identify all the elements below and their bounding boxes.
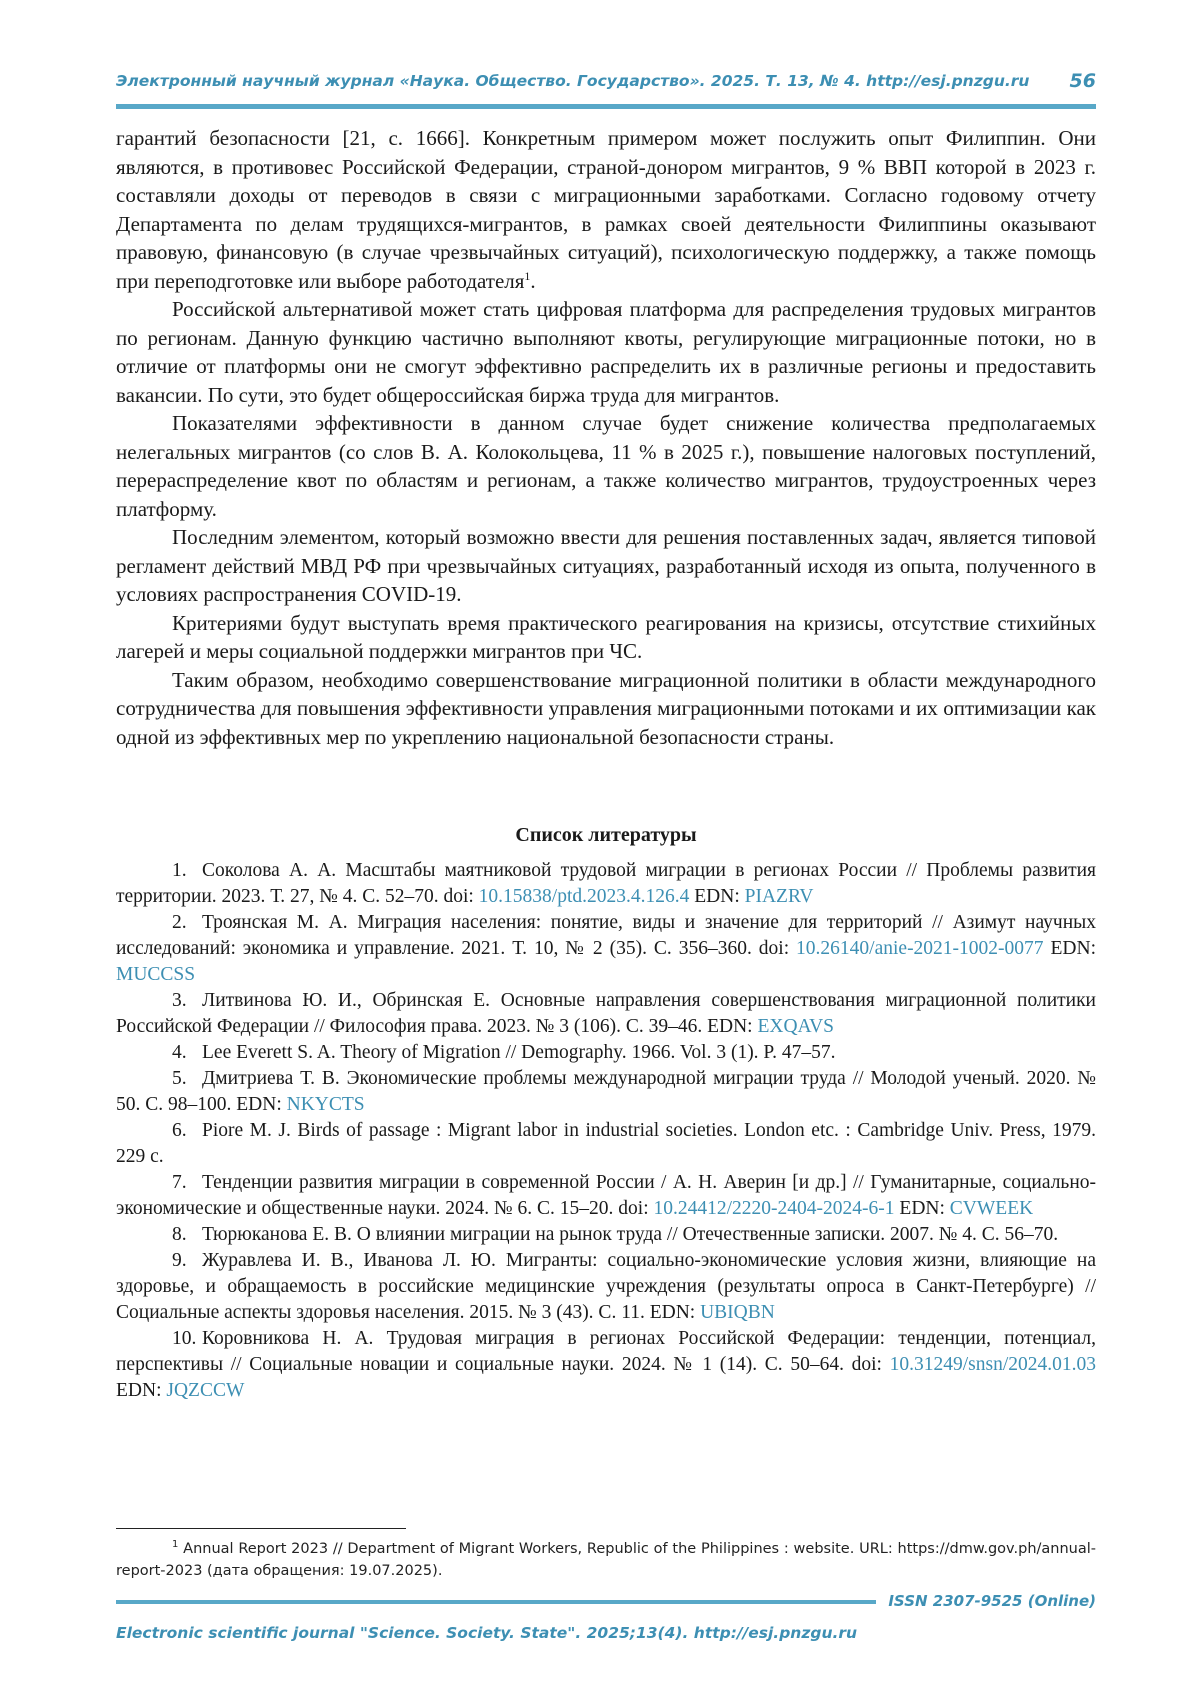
reference-text: Журавлева И. В., Иванова Л. Ю. Мигранты: социально-экономические условия жизни, влияющие на здоровье, и обращаемость в российские медицинские учреждения (результаты опроса в Санкт-Петербурге) // Социальные аспекты здоровья населения. 2015. № 3 (43). С. 11. EDN: xyxy=(116,1250,1096,1323)
reference-edn-link[interactable]: EXQAVS xyxy=(757,1016,835,1037)
page-number: 56 xyxy=(1069,70,1096,92)
reference-doi-link[interactable]: 10.24412/2220-2404-2024-6-1 xyxy=(653,1198,895,1219)
reference-text: Lee Everett S. A. Theory of Migration // Demography. 1966. Vol. 3 (1). P. 47–57. xyxy=(202,1042,836,1063)
reference-item xyxy=(116,1040,1096,1066)
footnote-text: Annual Report 2023 // Department of Migrant Workers, Republic of the Philippines : website. URL: https://dmw.gov.ph/annual-report-2023 (дата обращения: 19.07.2025). xyxy=(116,1541,1096,1579)
references-list xyxy=(116,858,1096,1404)
reference-edn-link[interactable]: NKYCTS xyxy=(286,1094,365,1115)
reference-number: 2. xyxy=(172,912,187,933)
reference-number: 10. xyxy=(172,1328,197,1349)
reference-doi-link[interactable]: 10.31249/snsn/2024.01.03 xyxy=(889,1354,1096,1375)
reference-number: 6. xyxy=(172,1120,187,1141)
body-text xyxy=(116,124,1096,751)
reference-item xyxy=(116,1222,1096,1248)
reference-edn-label: EDN: xyxy=(894,1198,950,1219)
reference-edn-link[interactable]: CVWEEK xyxy=(949,1198,1034,1219)
reference-item xyxy=(116,1248,1096,1326)
reference-number: 4. xyxy=(172,1042,187,1063)
reference-item xyxy=(116,1066,1096,1118)
reference-item xyxy=(116,858,1096,910)
reference-text: Соколова А. А. Масштабы маятниковой трудовой миграции в регионах России // Проблемы развития территории. 2023. Т. 27, № 4. С. 52–70. doi: xyxy=(116,860,1096,907)
footnote-ref[interactable]: 1 xyxy=(524,268,531,283)
reference-edn-label: EDN: xyxy=(689,886,745,907)
reference-text: Piore M. J. Birds of passage : Migrant labor in industrial societies. London etc. : Cambridge Univ. Press, 1979. 229 с. xyxy=(116,1120,1096,1167)
reference-text: Литвинова Ю. И., Обринская Е. Основные направления совершенствования миграционной политики Российской Федерации // Философия права. 2023. № 3 (106). С. 39–46. EDN: xyxy=(116,990,1096,1037)
reference-item xyxy=(116,910,1096,988)
reference-number: 7. xyxy=(172,1172,187,1193)
reference-number: 5. xyxy=(172,1068,187,1089)
footer-journal-title: Electronic scientific journal "Science. Society. State". 2025;13(4). http://esj.pnzgu.ru xyxy=(116,1624,858,1642)
paragraph-6: Таким образом, необходимо совершенствование миграционной политики в области международного сотрудничества для повышения эффективности управления миграционными потоками и их оптимизации как одной из эффективных мер по укреплению национальной безопасности страны. xyxy=(116,667,1096,749)
reference-number: 8. xyxy=(172,1224,187,1245)
paragraph-1: гарантий безопасности [21, с. 1666]. Конкретным примером может послужить опыт Филиппин. Они являются, в противовес Российской Федерации, страной-донором мигрантов, 9 % ВВП которой в 2023 г. составляли доходы от переводов в связи с миграционными заработками. Согласно годовому отчету Департамента по делам трудящихся-мигрантов, в рамках своей деятельности Филиппины оказывают правовую, финансовую (в случае чрезвычайных ситуаций), психологическую поддержку, а также помощь при переподготовке или выборе работодателя$^1$. xyxy=(116,126,1096,293)
reference-doi-link[interactable]: 10.26140/anie-2021-1002-0077 xyxy=(796,938,1044,959)
reference-edn-label: EDN: xyxy=(1043,938,1096,959)
reference-edn-label: EDN: xyxy=(116,1380,167,1401)
reference-number: 3. xyxy=(172,990,187,1011)
header-rule xyxy=(116,104,1096,109)
footnote-mark: 1 xyxy=(172,1539,179,1551)
reference-edn-link[interactable]: PIAZRV xyxy=(744,886,814,907)
footer-issn: ISSN 2307-9525 (Online) xyxy=(888,1592,1096,1610)
footer-rule xyxy=(116,1600,876,1604)
reference-item xyxy=(116,1118,1096,1170)
reference-text: Дмитриева Т. В. Экономические проблемы международной миграции труда // Молодой ученый. 2020. № 50. С. 98–100. EDN: xyxy=(116,1068,1096,1115)
reference-edn-link[interactable]: UBIQBN xyxy=(700,1302,775,1323)
reference-text: Тенденции развития миграции в современной России / А. Н. Аверин [и др.] // Гуманитарные, социально-экономические и общественные науки. 2024. № 6. С. 15–20. doi: xyxy=(116,1172,1096,1219)
paragraph-4: Последним элементом, который возможно ввести для решения поставленных задач, является типовой регламент действий МВД РФ при чрезвычайных ситуациях, разработанный исходя из опыта, полученного в условиях распространения COVID-19. xyxy=(116,525,1096,606)
reference-item xyxy=(116,988,1096,1040)
paragraph-3: Показателями эффективности в данном случае будет снижение количества предполагаемых нелегальных мигрантов (со слов В. А. Колокольцева, 11 % в 2025 г.), повышение налоговых поступлений, перераспределение квот по областям и регионам, а также количество мигрантов, трудоустроенных через платформу. xyxy=(116,411,1096,521)
paragraph-5: Критериями будут выступать время практического реагирования на кризисы, отсутствие стихийных лагерей и меры социальной поддержки мигрантов при ЧС. xyxy=(116,610,1096,663)
reference-number: 1. xyxy=(172,860,187,881)
reference-doi-link[interactable]: 10.15838/ptd.2023.4.126.4 xyxy=(478,886,690,907)
reference-item xyxy=(116,1326,1096,1404)
footnote-rule xyxy=(116,1528,406,1529)
reference-text: Коровникова Н. А. Трудовая миграция в регионах Российской Федерации: тенденции, потенциал, перспективы // Социальные новации и социальные науки. 2024. № 1 (14). С. 50–64. doi: xyxy=(116,1328,1096,1375)
footnote xyxy=(116,1538,1096,1582)
reference-text: Троянская М. А. Миграция населения: понятие, виды и значение для территорий // Азимут научных исследований: экономика и управление. 2021. Т. 10, № 2 (35). С. 356–360. doi: xyxy=(116,912,1096,959)
reference-item xyxy=(116,1170,1096,1222)
page-header xyxy=(116,72,1096,100)
paragraph-2: Российской альтернативой может стать цифровая платформа для распределения трудовых мигрантов по регионам. Данную функцию частично выполняют квоты, регулирующие миграционные потоки, но в отличие от платформы они не смогут эффективно распределить их в различные регионы и предоставить вакансии. По сути, это будет общероссийская биржа труда для мигрантов. xyxy=(116,297,1096,407)
references-title: Список литературы xyxy=(515,824,697,846)
reference-edn-link[interactable]: JQZCCW xyxy=(166,1380,245,1401)
reference-edn-link[interactable]: MUCCSS xyxy=(116,964,196,985)
reference-text: Тюрюканова Е. В. О влиянии миграции на рынок труда // Отечественные записки. 2007. № 4. С. 56–70. xyxy=(202,1224,1059,1245)
reference-number: 9. xyxy=(172,1250,187,1271)
header-journal-title: Электронный научный журнал «Наука. Общество. Государство». 2025. Т. 13, № 4. http://esj.pnzgu.ru xyxy=(116,72,1030,90)
